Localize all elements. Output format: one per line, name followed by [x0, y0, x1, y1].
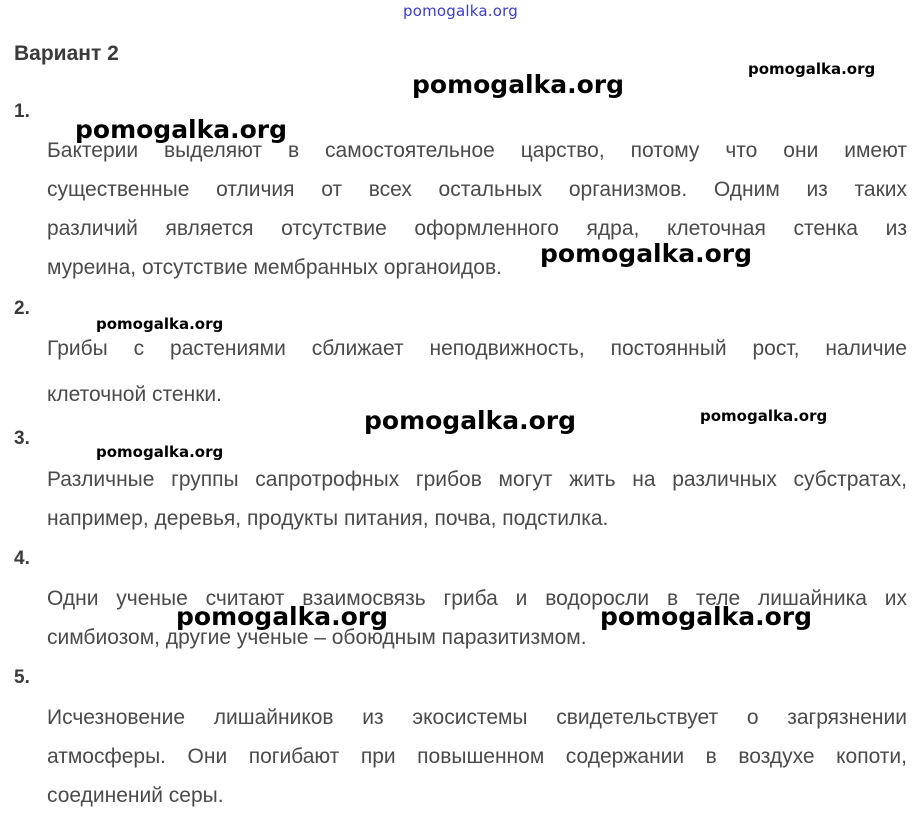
answer-number: 5.: [14, 667, 30, 688]
text-line: Исчезновение лишайников из экосистемы свидетельствует о загрязнении: [47, 706, 907, 729]
text-line: соединений серы.: [47, 784, 224, 807]
watermark: pomogalka.org: [748, 60, 876, 78]
watermark: pomogalka.org: [96, 443, 224, 461]
text-line: Одни ученые считают взаимосвязь гриба и водоросли в теле лишайника их: [47, 587, 907, 610]
answer-number: 2.: [14, 298, 30, 319]
text-line: атмосферы. Они погибают при повышенном содержании в воздухе копоти,: [47, 745, 907, 768]
text-line: различий является отсутствие оформленного ядра, клеточная стенка из: [47, 217, 907, 240]
site-link[interactable]: pomogalka.org: [403, 2, 518, 20]
text-line: существенные отличия от всех остальных организмов. Одним из таких: [47, 178, 907, 201]
text-line: симбиозом, другие ученые – обоюдным паразитизмом.: [47, 626, 587, 649]
watermark: pomogalka.org: [75, 115, 288, 144]
answer-text: [47, 698, 907, 815]
watermark: pomogalka.org: [540, 239, 753, 268]
answer-text: [47, 460, 907, 538]
answer-text: [47, 329, 907, 414]
watermark: pomogalka.org: [600, 602, 813, 631]
text-line: муреина, отсутствие мембранных органоидов.: [47, 256, 502, 279]
watermark: pomogalka.org: [412, 70, 625, 99]
answer-text: [47, 131, 907, 287]
answer-number: 1.: [14, 101, 30, 122]
page-title: Вариант 2: [14, 42, 119, 65]
watermark: pomogalka.org: [176, 602, 389, 631]
watermark: pomogalka.org: [364, 406, 577, 435]
answer-number: 3.: [14, 428, 30, 449]
text-line: Различные группы сапротрофных грибов могут жить на различных субстратах,: [47, 468, 907, 491]
text-line: Бактерии выделяют в самостоятельное царство, потому что они имеют: [47, 139, 907, 162]
text-line: клеточной стенки.: [47, 383, 222, 406]
watermark: pomogalka.org: [96, 315, 224, 333]
watermark: pomogalka.org: [700, 407, 828, 425]
text-line: Грибы с растениями сближает неподвижность, постоянный рост, наличие: [47, 337, 907, 360]
answer-number: 4.: [14, 548, 30, 569]
text-line: например, деревья, продукты питания, почва, подстилка.: [47, 507, 609, 530]
